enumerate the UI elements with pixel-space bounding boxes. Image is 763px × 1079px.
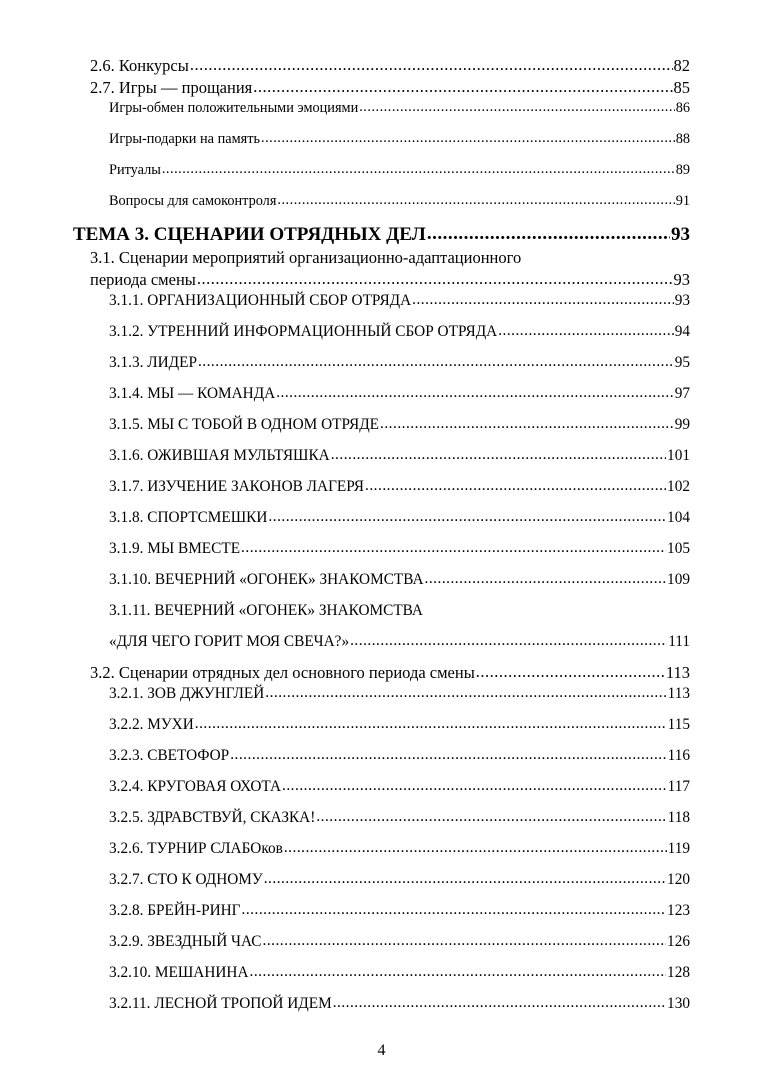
toc-entry-3-1-2[interactable] bbox=[109, 323, 690, 341]
toc-entry-3-1-6[interactable] bbox=[109, 447, 690, 465]
toc-entry-page: 118 bbox=[667, 809, 690, 826]
toc-entry-2-7[interactable] bbox=[90, 78, 690, 98]
toc-entry-3-1-7[interactable] bbox=[109, 478, 690, 496]
toc-entry-page: 113 bbox=[665, 663, 690, 682]
toc-entry-label: 3.2.2. МУХИ bbox=[109, 716, 194, 733]
toc-entry-3-2-11[interactable] bbox=[109, 995, 690, 1013]
toc-entry-3-2-8[interactable] bbox=[109, 902, 690, 920]
toc-entry-label: 3.1.2. УТРЕННИЙ ИНФОРМАЦИОННЫЙ СБОР ОТРЯДА bbox=[109, 323, 498, 340]
toc-entry-page: 102 bbox=[667, 478, 690, 495]
toc-entry-page: 123 bbox=[667, 902, 690, 919]
toc-entry-label: 3.1.7. ИЗУЧЕНИЕ ЗАКОНОВ ЛАГЕРЯ bbox=[109, 478, 365, 495]
leader-dots bbox=[365, 477, 666, 495]
toc-entry-label: 3.2.5. ЗДРАВСТВУЙ, СКАЗКА! bbox=[109, 809, 316, 826]
toc-entry-3-2-1[interactable] bbox=[109, 685, 690, 703]
toc-entry-label: 3.2.10. МЕШАНИНА bbox=[109, 964, 249, 981]
toc-entry-3-1-4[interactable] bbox=[109, 385, 690, 403]
toc-entry-games-exchange[interactable] bbox=[109, 100, 690, 117]
toc-entry-label: 3.1.10. ВЕЧЕРНИЙ «ОГОНЕК» ЗНАКОМСТВА bbox=[109, 571, 424, 588]
leader-dots bbox=[359, 99, 674, 116]
toc-entry-page: 109 bbox=[667, 571, 690, 588]
toc-entry-label: 3.1.1. ОРГАНИЗАЦИОННЫЙ СБОР ОТРЯДА bbox=[109, 292, 412, 309]
toc-entry-page: 111 bbox=[668, 633, 690, 650]
toc-entry-label: периода смены bbox=[90, 270, 196, 289]
toc-entry-label: «ДЛЯ ЧЕГО ГОРИТ МОЯ СВЕЧА?» bbox=[109, 633, 350, 650]
leader-dots bbox=[498, 322, 674, 340]
leader-dots bbox=[350, 632, 667, 650]
toc-entry-3-2-3[interactable] bbox=[109, 747, 690, 765]
toc-entry-label: Вопросы для самоконтроля bbox=[109, 193, 277, 209]
toc-entry-3-2-10[interactable] bbox=[109, 964, 690, 982]
toc-entry-label: 2.7. Игры — прощания bbox=[90, 78, 253, 97]
leader-dots bbox=[284, 839, 667, 857]
toc-entry-3-1-1[interactable] bbox=[109, 292, 690, 310]
leader-dots bbox=[162, 161, 675, 178]
toc-entry-page: 115 bbox=[667, 716, 690, 733]
toc-entry-label: 3.2.6. ТУРНИР СЛАБОков bbox=[109, 840, 283, 857]
toc-entry-3-1-3[interactable] bbox=[109, 354, 690, 372]
toc-entry-label: 3.1.5. МЫ С ТОБОЙ В ОДНОМ ОТРЯДЕ bbox=[109, 416, 380, 433]
toc-entry-3-2-6[interactable] bbox=[109, 840, 690, 858]
toc-entry-page: 117 bbox=[667, 778, 690, 795]
toc-entry-3-2-4[interactable] bbox=[109, 778, 690, 796]
toc-entry-page: 120 bbox=[667, 871, 690, 888]
leader-dots bbox=[261, 130, 675, 147]
toc-entry-page: 93 bbox=[673, 270, 690, 289]
leader-dots bbox=[316, 808, 666, 826]
toc-entry-page: 93 bbox=[674, 292, 690, 309]
leader-dots bbox=[241, 539, 666, 557]
toc-entry-2-6[interactable] bbox=[90, 56, 690, 76]
toc-entry-page: 89 bbox=[675, 162, 690, 178]
toc-entry-label: 3.1.8. СПОРТСМЕШКИ bbox=[109, 509, 268, 526]
toc-entry-label: 3.2. Сценарии отрядных дел основного периода смены bbox=[90, 663, 475, 682]
toc-entry-label: 3.2.8. БРЕЙН-РИНГ bbox=[109, 902, 241, 919]
toc-entry-3-2-9[interactable] bbox=[109, 933, 690, 951]
leader-dots bbox=[412, 291, 674, 309]
toc-entry-label: 3.2.4. КРУГОВАЯ ОХОТА bbox=[109, 778, 282, 795]
toc-entry-label: ТЕМА 3. СЦЕНАРИИ ОТРЯДНЫХ ДЕЛ bbox=[73, 224, 426, 245]
leader-dots bbox=[263, 932, 667, 950]
toc-entry-page: 99 bbox=[674, 416, 690, 433]
toc-entry-page: 97 bbox=[674, 385, 690, 402]
toc-entry-page: 130 bbox=[667, 995, 690, 1012]
toc-entry-label: 3.2.7. СТО К ОДНОМУ bbox=[109, 871, 263, 888]
toc-entry-label: 3.2.11. ЛЕСНОЙ ТРОПОЙ ИДЕМ bbox=[109, 995, 332, 1012]
toc-entry-label: 2.6. Конкурсы bbox=[90, 56, 189, 75]
leader-dots bbox=[190, 55, 673, 75]
leader-dots bbox=[268, 508, 666, 526]
toc-entry-page: 101 bbox=[667, 447, 690, 464]
toc-entry-label: Игры-подарки на память bbox=[109, 131, 260, 147]
toc-entry-rituals[interactable] bbox=[109, 162, 690, 179]
toc-entry-3-1-line1[interactable]: 3.1. Сценарии мероприятий организационно-адаптационного bbox=[90, 248, 522, 267]
leader-dots bbox=[230, 746, 666, 764]
toc-entry-page: 105 bbox=[667, 540, 690, 557]
toc-entry-page: 119 bbox=[667, 840, 690, 857]
leader-dots bbox=[195, 715, 667, 733]
leader-dots bbox=[198, 353, 674, 371]
toc-entry-3-2-7[interactable] bbox=[109, 871, 690, 889]
toc-entry-page: 93 bbox=[671, 224, 690, 245]
toc-entry-label: 3.2.1. ЗОВ ДЖУНГЛЕЙ bbox=[109, 685, 265, 702]
toc-entry-label: 3.1.4. МЫ — КОМАНДА bbox=[109, 385, 276, 402]
toc-entry-3-2[interactable] bbox=[90, 663, 690, 683]
toc-entry-page: 116 bbox=[667, 747, 690, 764]
toc-entry-3-1-5[interactable] bbox=[109, 416, 690, 434]
toc-entry-3-1[interactable] bbox=[90, 270, 690, 290]
leader-dots bbox=[277, 192, 674, 209]
toc-entry-3-1-11-line1[interactable]: 3.1.11. ВЕЧЕРНИЙ «ОГОНЕК» ЗНАКОМСТВА bbox=[109, 602, 423, 619]
toc-entry-page: 94 bbox=[674, 323, 690, 340]
page-number: 4 bbox=[377, 1042, 386, 1059]
leader-dots bbox=[333, 994, 666, 1012]
toc-entry-label: 3.2.9. ЗВЕЗДНЫЙ ЧАС bbox=[109, 933, 262, 950]
leader-dots bbox=[253, 77, 672, 97]
leader-dots bbox=[476, 662, 665, 682]
toc-theme-3[interactable] bbox=[73, 224, 690, 246]
leader-dots bbox=[264, 870, 666, 888]
toc-entry-questions[interactable] bbox=[109, 193, 690, 210]
toc-entry-3-1-10[interactable] bbox=[109, 571, 690, 589]
toc-entry-page: 95 bbox=[674, 354, 690, 371]
toc-entry-page: 128 bbox=[667, 964, 690, 981]
leader-dots bbox=[242, 901, 667, 919]
toc-entry-page: 104 bbox=[667, 509, 690, 526]
toc-entry-label: Ритуалы bbox=[109, 162, 161, 178]
toc-entry-page: 88 bbox=[675, 131, 690, 147]
toc-entry-label: 3.1.6. ОЖИВШАЯ МУЛЬТЯШКА bbox=[109, 447, 330, 464]
toc-entry-label: 3.1.3. ЛИДЕР bbox=[109, 354, 197, 371]
leader-dots bbox=[250, 963, 667, 981]
toc-entry-label: 3.2.3. СВЕТОФОР bbox=[109, 747, 230, 764]
leader-dots bbox=[282, 777, 667, 795]
toc-entry-games-gifts[interactable] bbox=[109, 131, 690, 148]
leader-dots bbox=[331, 446, 666, 464]
leader-dots bbox=[265, 684, 666, 702]
toc-entry-page: 82 bbox=[673, 56, 690, 75]
leader-dots bbox=[425, 570, 667, 588]
toc-entry-3-1-8[interactable] bbox=[109, 509, 690, 527]
leader-dots bbox=[276, 384, 674, 402]
leader-dots bbox=[197, 269, 673, 289]
toc-entry-3-2-5[interactable] bbox=[109, 809, 690, 827]
toc-entry-3-2-2[interactable] bbox=[109, 716, 690, 734]
leader-dots bbox=[427, 223, 670, 245]
toc-entry-label: 3.1.9. МЫ ВМЕСТЕ bbox=[109, 540, 241, 557]
toc-entry-page: 85 bbox=[673, 78, 690, 97]
toc-entry-page: 113 bbox=[667, 685, 690, 702]
toc-entry-page: 86 bbox=[675, 100, 690, 116]
leader-dots bbox=[380, 415, 674, 433]
toc-entry-3-1-11[interactable] bbox=[109, 633, 690, 651]
toc-entry-3-1-9[interactable] bbox=[109, 540, 690, 558]
toc-entry-page: 91 bbox=[675, 193, 690, 209]
toc-entry-page: 126 bbox=[667, 933, 690, 950]
toc-entry-label: Игры-обмен положительными эмоциями bbox=[109, 100, 359, 116]
